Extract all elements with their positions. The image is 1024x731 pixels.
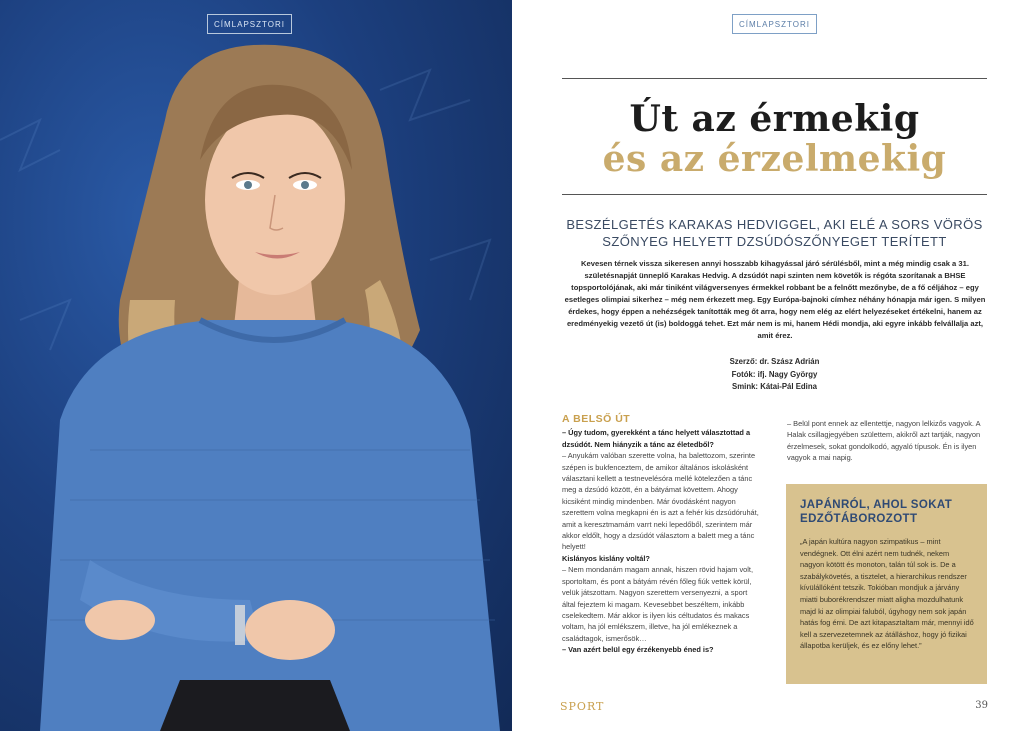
- article-page: [512, 0, 1024, 731]
- section-tag-left: CÍMLAPSZTORI: [207, 14, 292, 34]
- answer: – Anyukám valóban szerette volna, ha balettozom, szerinte szépen is bukfenceztem, de amikor általános iskolásként választani kellett a testnevelésóra mellé kötelezően a tánc meg a dzsúdó között, én a bátyámat követtem. Ahogy kicsiként mindig mindenben. Már óvodásként nagyon szerettem volna megkapni én is azt a fehér kis dzsúdóruhát, amit a keresztmamám varrt neki lepedőből, szerintem már akkor eldőlt, hogy a dzsúdót választom a balett meg a tánc helyett!: [562, 451, 759, 552]
- lead-paragraph: Kevesen térnek vissza sikeresen annyi hosszabb kihagyással járó sérülésből, mint a még mindig csak a 31. születésnapját ünneplő Karakas Hedvig. A dzsúdót napi szinten nem követők is régóta szorítanak a BHSE topsportolójának, aki már tiniként világversenyes érmekkel robbant be a felnőtt mezőnybe, de a fő céljához – egy esetleges olimpiai sikerhez – még nem érkezett meg. Egy Európa-bajnoki címhez néhány hónapja már igen. S milyen érdekes, hogy éppen a nehézségek tanították meg őt arra, hogy nem elég az elért helyezéseket értékelni, hanem az eredményekig vezető út (is) boldoggá tehet. Ezt már nem is mi, hanem Hédi mondja, aki egyre inkább felvállalja azt, amit érez.: [564, 259, 986, 340]
- question: Kislányos kislány voltál?: [562, 553, 650, 563]
- question: – Úgy tudom, gyerekként a tánc helyett választottad a dzsúdót. Nem hiányzik a tánc az életedből?: [562, 428, 751, 449]
- title-line-2: és az érzelmekig: [602, 138, 947, 180]
- credit-makeup: Smink: Kátai-Pál Edina: [732, 382, 817, 391]
- title-rule-top: [562, 78, 987, 79]
- answer: – Belül pont ennek az ellentettje, nagyon lelkizős vagyok. A Halak csillagjegyében születtem, akikről azt tartják, nagyon érzelmesek, sokat gondolkodó, agyaló típusok. Én is ilyen vagyok a mai napig.: [787, 419, 981, 463]
- section-tag-right: CÍMLAPSZTORI: [732, 14, 817, 34]
- article-column-right: [787, 418, 992, 464]
- footer-brand: SPORT: [560, 700, 605, 713]
- article-column-left: [562, 414, 762, 656]
- sidebar-text: „A japán kultúra nagyon szimpatikus – mint vendégnek. Ott élni azért nem tudnék, nekem nagyon kötött és monoton, talán túl sok is. De a szabálykövetés, a tisztelet, a hierarchikus rendszer kívülállóként tetszik. Tokióban mondjuk a járvány miatti buborékrendszer miatt aligha mozdulhatunk majd ki az olimpiai faluból, úgyhogy nem sok japán hatás fog érni. De azt kitapasztaltam már, mennyi idő kell a szervezetemnek az átálláshoz, hogy jó fizikai állapotba kerüljek, és ez előny lehet.”: [800, 537, 974, 651]
- title-line-1: Út az érmekig: [629, 98, 920, 140]
- section-heading: A BELSŐ ÚT: [562, 413, 631, 425]
- title-rule-bottom: [562, 194, 987, 195]
- answer: – Nem mondanám magam annak, hiszen rövid hajam volt, sportoltam, és pont a bátyám révén főleg fiúk vettek körül, velük játszottam. Nagyon szerettem versenyezni, a sport által fejeztem ki magam. Kevesebbet beszéltem, inkább cselekedtem. Már akkor is ilyen kis céltudatos és makacs voltam, ha jól emlékszem, illetve, ha jól emlékeznek a családtagok, ismerősök…: [562, 565, 754, 643]
- credit-author: Szerző: dr. Szász Adrián: [729, 357, 820, 366]
- subtitle: BESZÉLGETÉS KARAKAS HEDVIGGEL, AKI ELÉ A SORS VÖRÖS SZŐNYEG HELYETT DZSÚDÓSZŐNYEGET TERÍTETT: [566, 217, 983, 249]
- sidebar-box: [786, 484, 987, 684]
- credits: [662, 356, 887, 394]
- question: – Van azért belül egy érzékenyebb éned is?: [562, 645, 714, 655]
- credit-photos: Fotók: ifj. Nagy György: [731, 369, 818, 379]
- page-number: 39: [975, 700, 988, 711]
- sidebar-title: JAPÁNRÓL, AHOL SOKAT EDZŐTÁBOROZOTT: [800, 499, 953, 525]
